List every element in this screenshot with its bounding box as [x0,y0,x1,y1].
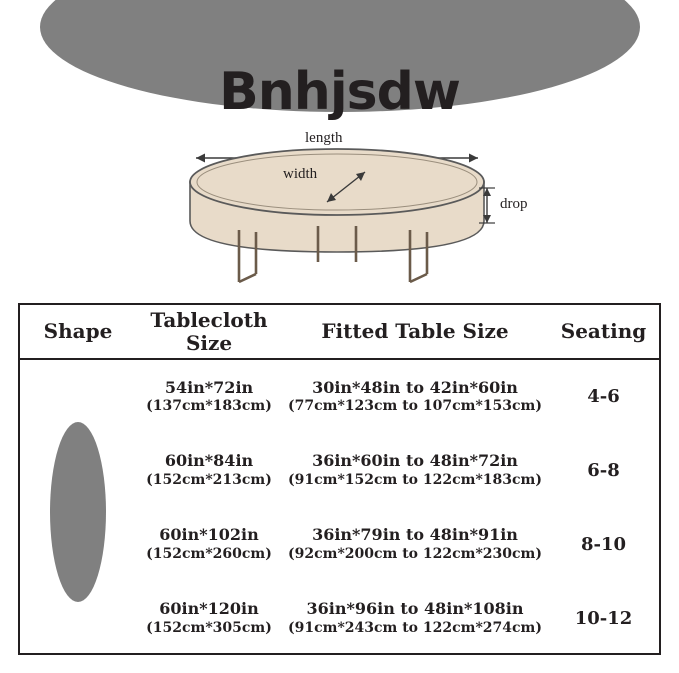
page-title: Bnhjsdw [219,62,460,122]
cell-fitted-size [282,359,548,433]
header-seating: Seating [548,305,659,359]
fitted-cm: (92cm*200cm to 122cm*230cm) [288,545,542,562]
fitted-inches: 36in*96in to 48in*108in [306,599,524,619]
cell-seating: 8-10 [580,533,627,555]
cell-fitted-size [282,507,548,581]
header-tablecloth-line1: Tablecloth [150,307,268,332]
fitted-cm: (91cm*243cm to 122cm*274cm) [288,619,542,636]
cell-tablecloth-size [136,359,282,433]
cloth-inches: 54in*72in [164,377,254,397]
fitted-inches: 30in*48in to 42in*60in [312,377,518,397]
cell-seating: 6-8 [587,459,620,481]
fitted-inches: 36in*79in to 48in*91in [312,525,518,545]
table-header-row [20,305,659,359]
oval-shape-icon [50,422,106,602]
cell-tablecloth-size [136,581,282,655]
diagram-label-drop: drop [500,196,528,212]
cloth-inches: 60in*120in [159,599,259,619]
header-fitted-table-size: Fitted Table Size [282,305,548,359]
diagram-label-length: length [305,130,343,146]
cell-fitted-size [282,433,548,507]
table-diagram [0,122,679,294]
cell-tablecloth-size [136,507,282,581]
cell-fitted-size [282,581,548,655]
header-shape: Shape [20,305,136,359]
cell-seating: 4-6 [587,386,620,407]
shape-cell [20,359,136,655]
cloth-cm: (152cm*305cm) [146,619,272,636]
cloth-inches: 60in*102in [159,525,259,545]
diagram-label-width: width [283,166,318,182]
fitted-cm: (77cm*123cm to 107cm*153cm) [288,398,542,414]
cloth-inches: 60in*84in [164,451,254,471]
cell-tablecloth-size [136,433,282,507]
cloth-cm: (137cm*183cm) [146,398,272,414]
table-row [20,359,659,433]
cloth-cm: (152cm*213cm) [146,471,272,488]
fitted-inches: 36in*60in to 48in*72in [312,451,518,471]
header-tablecloth-line2: Size [185,330,233,355]
cloth-cm: (152cm*260cm) [146,545,272,562]
size-chart-table [18,303,661,655]
fitted-cm: (91cm*152cm to 122cm*183cm) [288,471,542,488]
header-tablecloth-size [136,305,282,359]
cell-seating: 10-12 [574,607,633,629]
